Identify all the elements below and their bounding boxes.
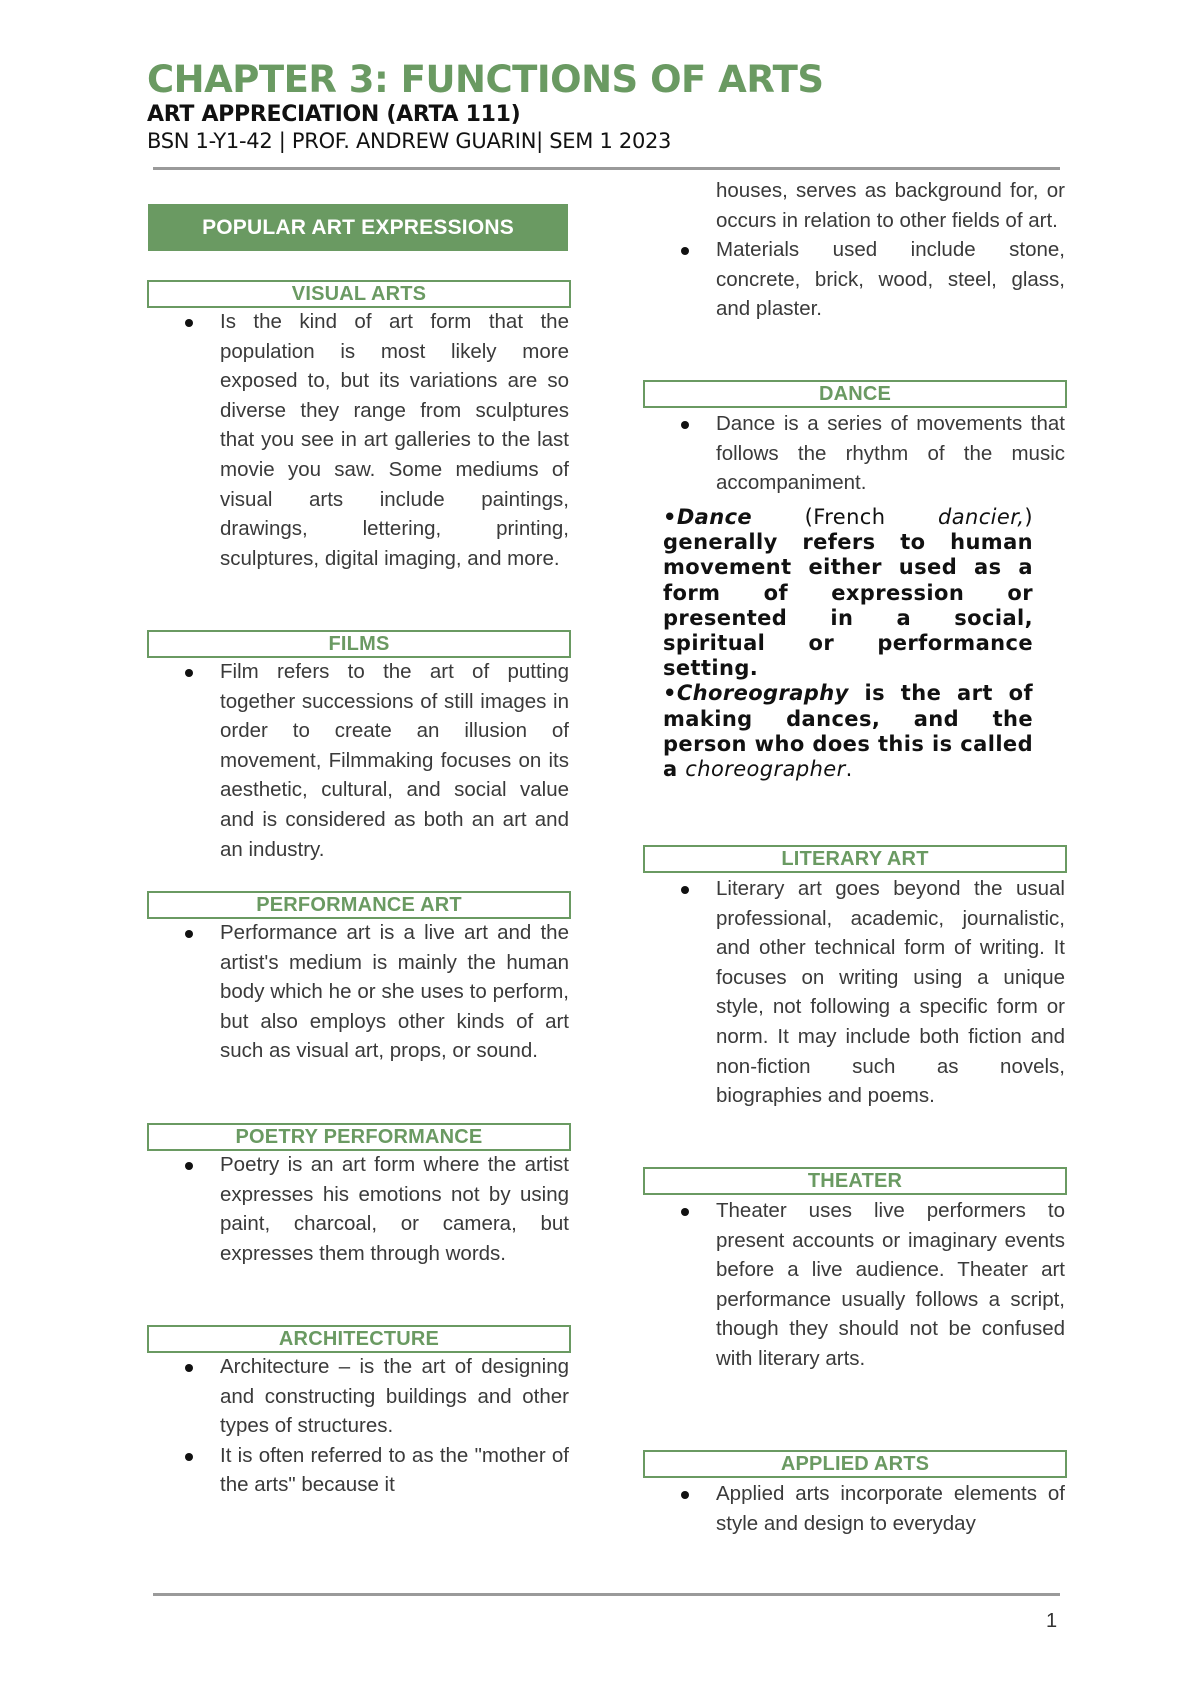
heading-applied-arts: APPLIED ARTS bbox=[643, 1450, 1067, 1478]
heading-films: FILMS bbox=[147, 630, 571, 658]
list-performance-art bbox=[183, 918, 569, 1066]
dance-definition-note bbox=[663, 505, 1033, 782]
paren-close: ) bbox=[1024, 505, 1033, 529]
list-item: Performance art is a live art and the artist's medium is mainly the human body which he or she uses to perform, but also employs other kinds of art such as visual art, props, or sound. bbox=[183, 918, 569, 1066]
heading-literary-art: LITERARY ART bbox=[643, 845, 1067, 873]
list-literary-art bbox=[679, 874, 1065, 1111]
page-header bbox=[147, 58, 1067, 154]
list-theater bbox=[679, 1196, 1065, 1374]
header-divider bbox=[153, 167, 1060, 170]
list-item: Architecture – is the art of designing and constructing buildings and other types of structures. bbox=[183, 1352, 569, 1441]
list-item: Materials used include stone, concrete, brick, wood, steel, glass, and plaster. bbox=[679, 235, 1065, 324]
heading-visual-arts: VISUAL ARTS bbox=[147, 280, 571, 308]
heading-theater: THEATER bbox=[643, 1167, 1067, 1195]
term-choreography: Choreography bbox=[676, 681, 849, 706]
period: . bbox=[845, 757, 853, 782]
dance-definition-text: generally refers to human movement either used as a form of expression or presented in a social, spiritual or performance setting. bbox=[663, 530, 1033, 681]
term-choreographer: choreographer bbox=[685, 757, 846, 782]
list-films bbox=[183, 657, 569, 864]
choreography-definition: •Choreography is the art of making dances, and the person who does this is called a choreographer. bbox=[663, 681, 1033, 782]
list-poetry-performance bbox=[183, 1150, 569, 1268]
list-visual-arts bbox=[183, 307, 569, 573]
section-banner: POPULAR ART EXPRESSIONS bbox=[148, 204, 568, 251]
heading-poetry-performance: POETRY PERFORMANCE bbox=[147, 1123, 571, 1151]
course-info: BSN 1-Y1-42 | PROF. ANDREW GUARIN| SEM 1 2023 bbox=[147, 129, 672, 153]
list-dance bbox=[679, 409, 1065, 498]
page-number: 1 bbox=[1046, 1610, 1058, 1632]
course-title: ART APPRECIATION (ARTA 111) bbox=[147, 102, 521, 127]
heading-architecture: ARCHITECTURE bbox=[147, 1325, 571, 1353]
list-item: Literary art goes beyond the usual professional, academic, journalistic, and other technical form of writing. It focuses on writing using a unique style, not following a specific form or norm. It may include both fiction and non-fiction such as novels, biographies and poems. bbox=[679, 874, 1065, 1111]
list-item: Applied arts incorporate elements of style and design to everyday bbox=[679, 1479, 1065, 1538]
dance-definition: •Dance (French dancier,) generally refers to human movement either used as a form of expression or presented in a social, spiritual or performance setting. bbox=[663, 505, 1033, 681]
list-item: Theater uses live performers to present accounts or imaginary events before a live audience. Theater art performance usually follows a script, though they should not be confused with literary arts. bbox=[679, 1196, 1065, 1374]
list-item: Dance is a series of movements that follows the rhythm of the music accompaniment. bbox=[679, 409, 1065, 498]
list-item-continued: houses, serves as background for, or occurs in relation to other fields of art. bbox=[716, 179, 1065, 232]
list-item: It is often referred to as the "mother of the arts" because it bbox=[183, 1441, 569, 1500]
chapter-title: CHAPTER 3: FUNCTIONS OF ARTS bbox=[147, 58, 824, 101]
term-dance: Dance bbox=[676, 505, 753, 529]
list-item: Film refers to the art of putting together successions of still images in order to create an illusion of movement, Filmmaking focuses on its aesthetic, cultural, and social value and is considered as both an art and an industry. bbox=[183, 657, 569, 864]
list-item: Poetry is an art form where the artist expresses his emotions not by using paint, charcoal, or camera, but expresses them through words. bbox=[183, 1150, 569, 1268]
paren-open: (French bbox=[752, 505, 939, 529]
list-item: Is the kind of art form that the population is most likely more exposed to, but its variations are so diverse they range from sculptures that you see in art galleries to the last movie you saw. Some mediums of visual arts include paintings, drawings, lettering, printing, sculptures, digital imaging, and more. bbox=[183, 307, 569, 573]
heading-dance: DANCE bbox=[643, 380, 1067, 408]
heading-performance-art: PERFORMANCE ART bbox=[147, 891, 571, 919]
list-architecture-continued bbox=[679, 176, 1065, 324]
choreography-definition-text: is the art of making dances, and the person who does this is called a bbox=[663, 681, 1033, 782]
list-architecture bbox=[183, 1352, 569, 1500]
list-applied-arts bbox=[679, 1479, 1065, 1538]
footer-divider bbox=[153, 1593, 1060, 1596]
french-word: dancier, bbox=[938, 505, 1025, 529]
